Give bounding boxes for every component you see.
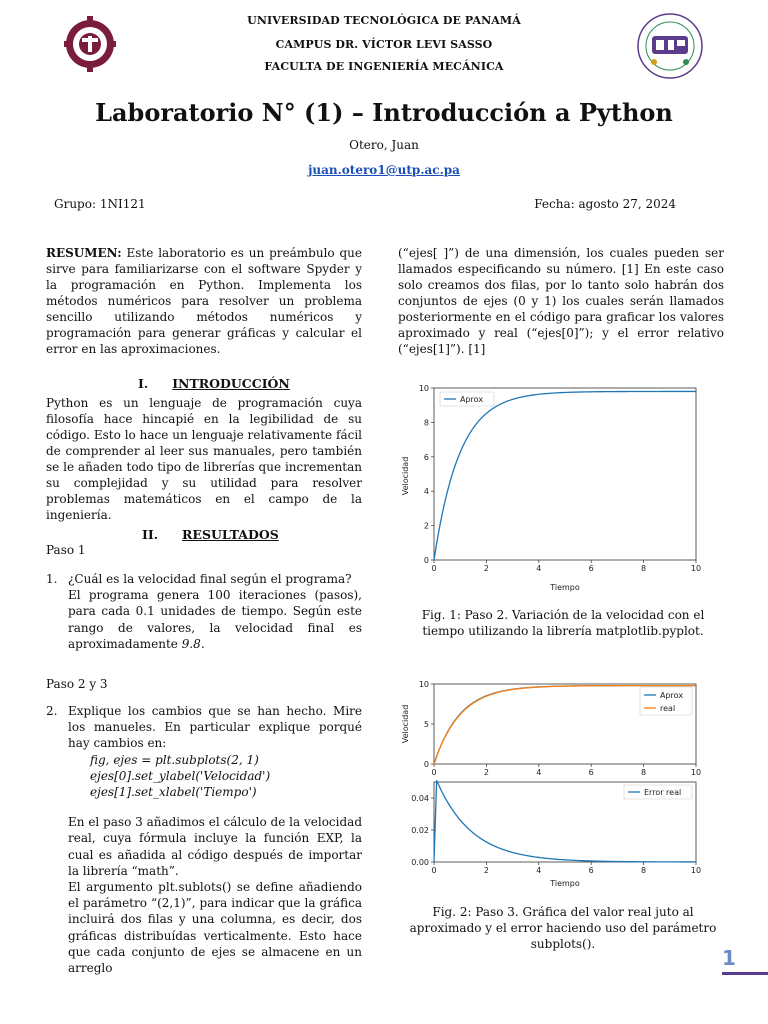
y-tick-label: 10 [418, 680, 429, 689]
figure-1-chart [396, 380, 706, 596]
section-title: RESULTADOS [182, 527, 279, 542]
x-tick-label: 0 [431, 866, 437, 875]
question: Explique los cambios que se han hecho. Mire los manueles. En particular explique porqué hay cambios en: [68, 704, 362, 751]
answer: El programa genera 100 iteraciones (pasos), para cada 0.1 unidades de tiempo. Según este rango de valores, la velocidad final es aproximadamente 9.8. [68, 588, 362, 651]
paso23-label: Paso 2 y 3 [46, 677, 108, 691]
abstract-text: Este laboratorio es un preámbulo que sirve para familiarizarse con el software Spyder y la programación en Python. Implementa los métodos numéricos para resolver un problema sencillo utilizando métodos numéricos y programación para generar gráficas y calcular el error en las aproximaciones. [46, 246, 362, 356]
x-tick-label: 8 [641, 866, 647, 875]
x-tick-label: 2 [483, 768, 489, 777]
y-tick-label: 0.04 [411, 794, 429, 803]
author-name: Otero, Juan [349, 138, 419, 152]
question: ¿Cuál es la velocidad final según el programa? [68, 572, 352, 586]
faculty-name: FACULTA DE INGENIERÍA MECÁNICA [264, 60, 504, 73]
plot-frame [434, 388, 696, 560]
list-number: 2. [46, 704, 58, 718]
y-tick-label: 0.02 [411, 826, 429, 835]
code-line: fig, ejes = plt.subplots(2, 1) [90, 752, 259, 767]
legend [440, 392, 494, 406]
legend [624, 785, 692, 799]
y-tick-label: 5 [423, 720, 429, 729]
list-number: 1. [46, 572, 58, 586]
x-tick-label: 8 [641, 564, 647, 573]
series-line-aprox [434, 391, 696, 560]
x-tick-label: 8 [641, 768, 647, 777]
code-line: ejes[0].set_ylabel('Velocidad') [90, 768, 271, 783]
y-axis-label: Velocidad [401, 456, 410, 496]
code-line: ejes[1].set_xlabel('Tiempo') [90, 785, 257, 800]
y-tick-label: 10 [418, 384, 429, 393]
x-tick-label: 6 [588, 564, 594, 573]
list-item-paso1 [46, 571, 362, 651]
y-tick-label: 8 [423, 418, 429, 428]
x-tick-label: 6 [588, 768, 594, 777]
section-resultados-heading [142, 527, 279, 542]
legend [640, 687, 692, 715]
legend-label: Aprox [460, 395, 484, 404]
university-name: UNIVERSIDAD TECNOLÓGICA DE PANAMÁ [247, 14, 521, 27]
legend-label: Aprox [660, 691, 684, 700]
x-tick-label: 10 [690, 564, 702, 573]
x-tick-label: 10 [690, 866, 702, 875]
legend-label: real [660, 704, 676, 713]
x-tick-label: 0 [431, 768, 437, 777]
paso1-label: Paso 1 [46, 543, 86, 557]
intro-paragraph: Python es un lenguaje de programación cuya filosofía hace hincapié en la legibilidad de su código. Esto lo hace un lenguaje relativamente fácil de comprender al leer sus manuales, pero también se le añaden todo tipo de librerías que incrementan su complejidad y su utilidad para resolver problemas matemáticos en el campo de la ingeniería. [46, 396, 362, 522]
section-title: INTRODUCCIÓN [172, 376, 290, 391]
x-tick-label: 4 [536, 866, 542, 875]
x-tick-label: 6 [588, 866, 594, 875]
figure-1-caption: Fig. 1: Paso 2. Variación de la velocidad con el tiempo utilizando la librería matplotlib.pyplot. [421, 608, 705, 638]
y-tick-label: 4 [423, 487, 429, 497]
page-number-bar [722, 972, 768, 975]
page-title: Laboratorio N° (1) – Introducción a Python [95, 98, 673, 127]
x-axis-label: Tiempo [550, 583, 580, 592]
paragraph: El argumento plt.sublots() se define añadiendo el parámetro “(2,1)”, para indicar que la gráfica incluirá dos filas y una columna, es decir, dos gráficas distribuídas verticalmente. Esto hace que cada conjunto de ejes se almacene en un arreglo [68, 880, 362, 976]
section-number: I. [138, 376, 149, 391]
page-number: 1 [722, 946, 736, 970]
paragraph: En el paso 3 añadimos el cálculo de la velocidad real, cuya fórmula incluye la función EXP, la cual es añadida al código después de importar la librería “math”. [68, 815, 362, 878]
x-tick-label: 2 [483, 564, 489, 573]
y-tick-label: 6 [423, 452, 429, 462]
y-tick-label: 0.00 [411, 858, 429, 867]
x-tick-label: 4 [536, 768, 542, 777]
list-item-paso23 [46, 703, 362, 976]
y-tick-label: 0 [423, 760, 429, 769]
x-tick-label: 10 [690, 768, 702, 777]
legend-label: Error real [644, 788, 682, 797]
y-axis-label: Velocidad [401, 704, 410, 744]
group-label: Grupo: 1NI121 [54, 197, 146, 211]
y-tick-label: 2 [423, 521, 429, 531]
abstract-label: RESUMEN: [46, 246, 122, 260]
right-column-paragraph: (“ejes[ ]”) de una dimensión, los cuales pueden ser llamados especificando su número. [1] En este caso solo creamos dos filas, por lo tanto solo habrán dos conjuntos de ejes (0 y 1) los cuales serán llamados posteriormente en el código para graficar los valores aproximado y real (“ejes[0]”); y el error relativo (“ejes[1]”). [1] [398, 246, 724, 356]
figure-2-caption: Fig. 2: Paso 3. Gráfica del valor real juto al aproximado y el error haciendo uso del parámetro subplots(). [409, 905, 717, 951]
campus-name: CAMPUS DR. VÍCTOR LEVI SASSO [275, 38, 493, 51]
figure-2-chart [396, 676, 706, 894]
x-tick-label: 4 [536, 564, 542, 573]
answer-value: 9.8 [181, 636, 201, 651]
y-tick-label: 0 [423, 556, 429, 565]
date-label: Fecha: agosto 27, 2024 [534, 197, 676, 211]
author-email-link[interactable]: juan.otero1@utp.ac.pa [308, 163, 460, 177]
section-number: II. [142, 527, 159, 542]
x-axis-label: Tiempo [550, 879, 580, 888]
abstract [46, 245, 362, 357]
x-tick-label: 0 [431, 564, 437, 573]
section-introduccion-heading [138, 376, 290, 391]
x-tick-label: 2 [483, 866, 489, 875]
